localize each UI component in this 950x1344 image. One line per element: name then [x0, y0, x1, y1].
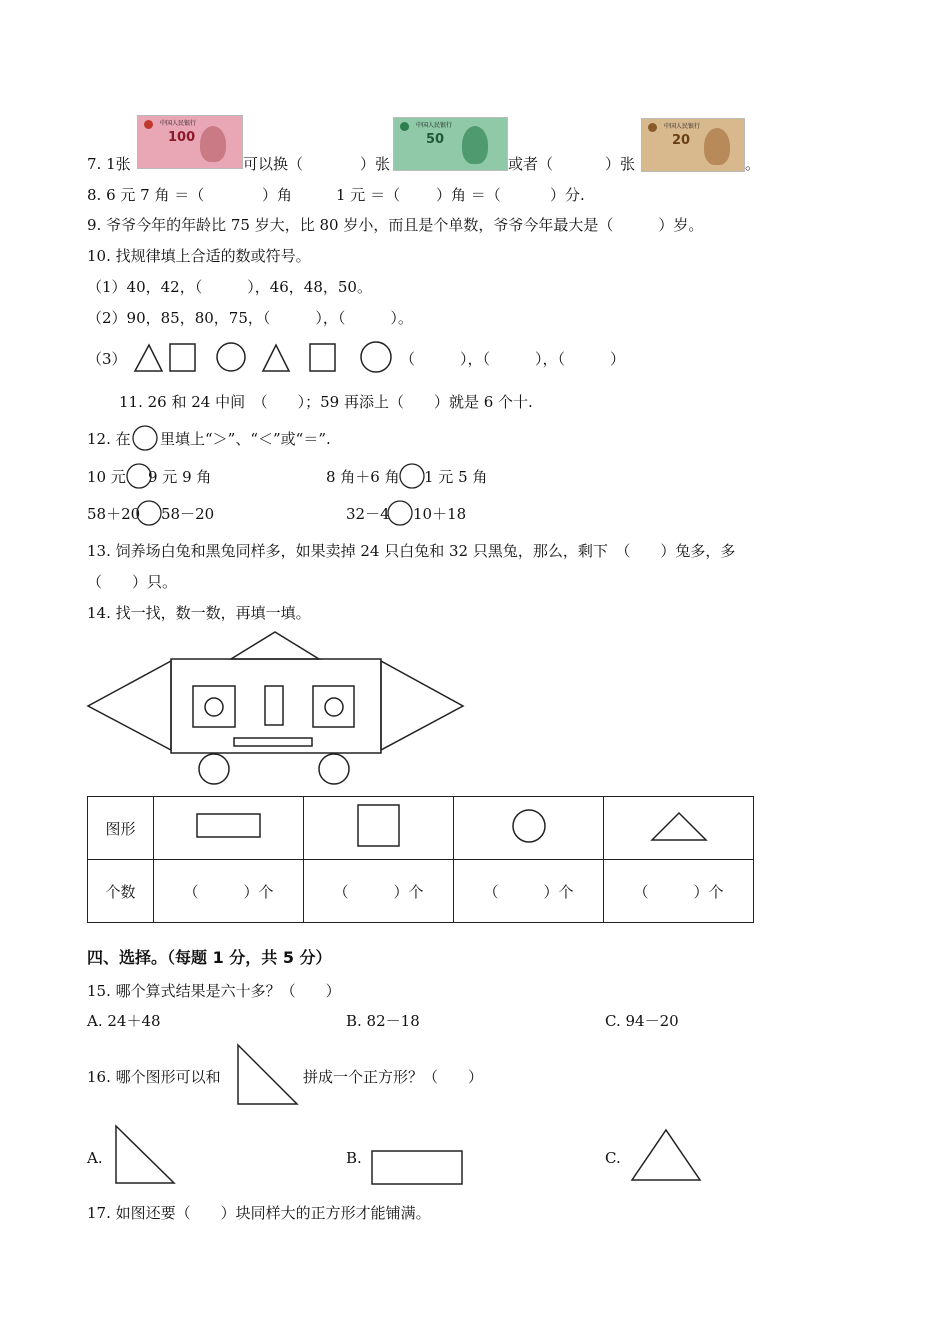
q16-option-a[interactable]: A.: [87, 1149, 103, 1167]
left-triangle: [88, 661, 171, 750]
q8-part3: 1 元 ＝（: [336, 186, 401, 204]
q16-stem-b: 拼成一个正方形？（ ）: [303, 1068, 484, 1086]
count-blank-rectangle[interactable]: （ ）个: [154, 860, 304, 923]
mouth-rectangle: [234, 738, 312, 746]
q10-line1: （1）40，42，（ ），46，48，50。: [87, 278, 372, 296]
q13-line2: （ ）只。: [87, 573, 178, 591]
q14-title: 14. 找一找，数一数，再填一填。: [87, 604, 311, 622]
portrait-icon: [462, 126, 488, 164]
q12-item2-right: 1 元 5 角: [424, 468, 488, 486]
right-eye-circle: [325, 698, 343, 716]
q12-prefix: 12. 在: [87, 430, 131, 448]
triangle-icon: [135, 345, 162, 371]
banknote-100: [137, 115, 243, 169]
rectangle-icon: [196, 813, 262, 839]
circle-icon: [361, 342, 391, 372]
q12-item3-right: 58－20: [161, 505, 215, 523]
q12-item2-left: 8 角＋6 角: [326, 468, 400, 486]
banknote-20-value: 20: [672, 133, 691, 148]
q12-item1-right: 9 元 9 角: [148, 468, 212, 486]
square-icon: [170, 344, 195, 371]
q16-option-c[interactable]: C.: [605, 1149, 621, 1167]
count-blank-circle[interactable]: （ ）个: [454, 860, 604, 923]
triangle-icon: [650, 810, 708, 842]
q7-text-b: ）张: [360, 155, 391, 173]
q10-line3-blanks: （ ），（ ），（ ）: [400, 350, 626, 368]
compare-circle-icon[interactable]: [398, 462, 426, 490]
square-icon: [357, 804, 401, 848]
right-triangle-icon[interactable]: [114, 1124, 178, 1186]
circle-icon: [217, 343, 245, 371]
banknote-100-value: 100: [168, 130, 196, 145]
q12-item4-left: 32－4: [346, 505, 390, 523]
q10-line3-label: （3）: [87, 350, 127, 368]
q15-stem: 15. 哪个算式结果是六十多？（ ）: [87, 982, 341, 1000]
left-eye-circle: [205, 698, 223, 716]
q7-text-d: ）张: [605, 155, 636, 173]
count-blank-square[interactable]: （ ）个: [304, 860, 454, 923]
nose-rectangle: [265, 686, 283, 725]
q8-part5: ）分.: [550, 186, 585, 204]
banknote-100-brand: 中国人民银行: [160, 120, 197, 127]
national-emblem-icon: [144, 120, 153, 129]
q8-part1: 8. 6 元 7 角 ＝（: [87, 186, 205, 204]
q10-line2: （2）90，85，80，75，（ ），（ ）。: [87, 309, 413, 327]
banknote-50-value: 50: [426, 132, 445, 147]
table-cell-circle: [454, 797, 604, 860]
count-blank-triangle[interactable]: （ ）个: [604, 860, 754, 923]
banknote-20: [641, 118, 745, 172]
table-cell-rectangle: [154, 797, 304, 860]
compare-circle-icon[interactable]: [135, 499, 163, 527]
right-triangle-icon: [236, 1043, 300, 1107]
banknote-20-brand: 中国人民银行: [664, 123, 701, 130]
right-wheel-circle: [319, 754, 349, 784]
q15-option-b[interactable]: B. 82－18: [346, 1012, 420, 1030]
q16-stem-a: 16. 哪个图形可以和: [87, 1068, 221, 1086]
table-cell-triangle: [604, 797, 754, 860]
q15-option-c[interactable]: C. 94－20: [605, 1012, 679, 1030]
table-header-shape: 图形: [88, 797, 154, 860]
pattern-shapes: [130, 338, 400, 378]
top-triangle: [231, 632, 319, 659]
table-row-shapes: [88, 797, 754, 860]
robot-car-figure: [85, 628, 470, 788]
circle-icon: [511, 808, 547, 844]
shape-count-table: [87, 796, 754, 923]
banknote-50-brand: 中国人民银行: [416, 122, 453, 129]
q7-text-e: 。: [745, 155, 761, 173]
national-emblem-icon: [400, 122, 409, 131]
triangle-icon[interactable]: [629, 1127, 703, 1183]
national-emblem-icon: [648, 123, 657, 132]
left-eye-square: [193, 686, 235, 727]
right-triangle: [381, 661, 463, 750]
table-cell-square: [304, 797, 454, 860]
compare-circle-icon[interactable]: [386, 499, 414, 527]
q7-label: 7. 1张: [87, 155, 131, 173]
table-header-count: 个数: [88, 860, 154, 923]
q12-item3-left: 58＋20: [87, 505, 141, 523]
q12-item4-right: 10＋18: [413, 505, 467, 523]
q7-text-a: 可以换（: [243, 155, 304, 173]
left-wheel-circle: [199, 754, 229, 784]
q12-suffix: 里填上“＞”、“＜”或“＝”.: [160, 430, 331, 448]
q12-item1-left: 10 元: [87, 468, 126, 486]
q17-text: 17. 如图还要（ ）块同样大的正方形才能铺满。: [87, 1204, 431, 1222]
q8-part4: ）角 ＝（: [436, 186, 501, 204]
rectangle-icon[interactable]: [371, 1150, 464, 1186]
q11-text: 11. 26 和 24 中间 （ ）；59 再添上（ ）就是 6 个十.: [119, 393, 533, 411]
q15-option-a[interactable]: A. 24＋48: [87, 1012, 161, 1030]
square-icon: [310, 344, 335, 371]
compare-circle-icon: [131, 424, 159, 452]
q16-option-b[interactable]: B.: [346, 1149, 362, 1167]
q7-text-c: 或者（: [508, 155, 554, 173]
banknote-50: [393, 117, 508, 171]
section-title: 四、选择。（每题 1 分，共 5 分）: [87, 948, 332, 967]
q10-title: 10. 找规律填上合适的数或符号。: [87, 247, 311, 265]
right-eye-square: [313, 686, 354, 727]
portrait-icon: [200, 126, 226, 162]
q9-text: 9. 爷爷今年的年龄比 75 岁大，比 80 岁小，而且是个单数，爷爷今年最大是（ ）岁。: [87, 216, 704, 234]
q8-part2: ）角: [262, 186, 293, 204]
body-rectangle: [171, 659, 381, 753]
table-row-counts: [88, 860, 754, 923]
portrait-icon: [704, 128, 730, 165]
triangle-icon: [263, 345, 289, 371]
q13-line1: 13. 饲养场白兔和黑兔同样多，如果卖掉 24 只白兔和 32 只黑兔，那么，剩下 （ ）兔多，多: [87, 542, 736, 560]
